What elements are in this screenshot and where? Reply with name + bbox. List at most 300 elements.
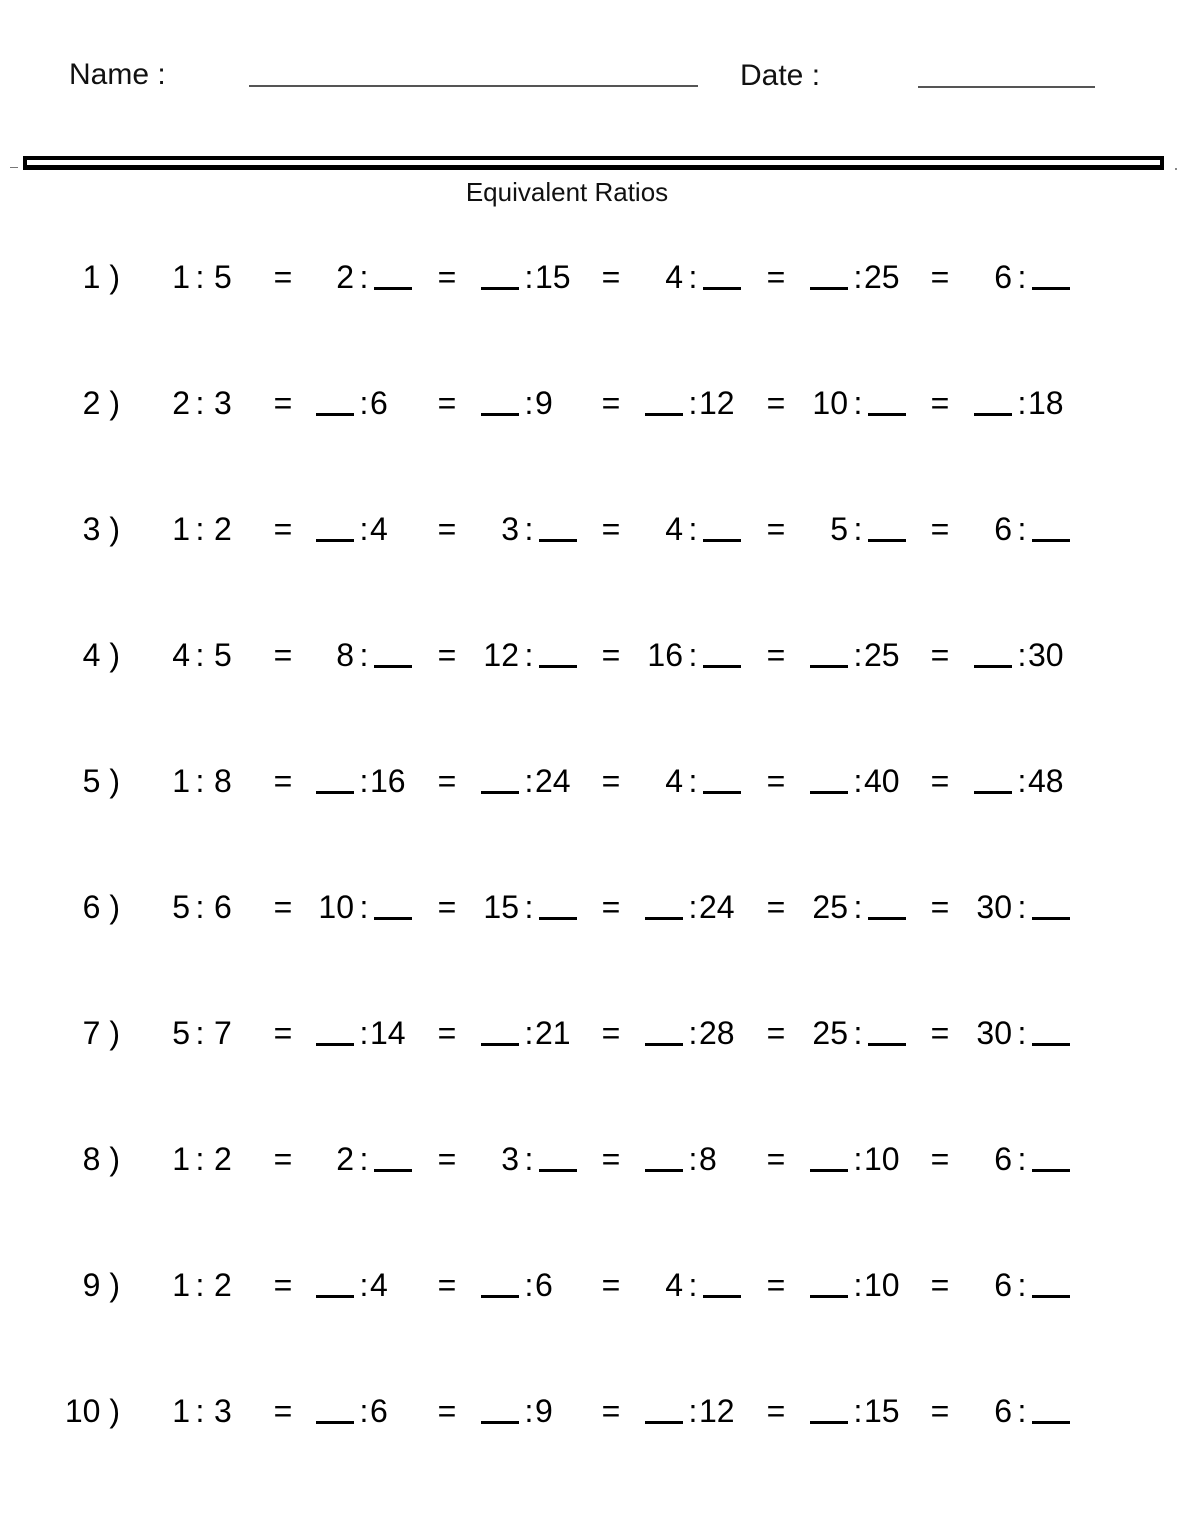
ratio-colon: : (524, 1393, 534, 1429)
ratio-colon: : (195, 511, 205, 547)
ratio-colon: : (359, 1267, 369, 1303)
ratio-colon: : (853, 1015, 863, 1051)
problem-row (0, 1391, 1187, 1431)
ratio-consequent: 6 (535, 1267, 553, 1303)
answer-blank[interactable] (788, 1139, 848, 1179)
ratio-antecedent: 1 (172, 763, 190, 799)
equals-sign: = (601, 1141, 621, 1177)
ratio-consequent: 7 (214, 1015, 232, 1051)
answer-blank[interactable] (952, 761, 1012, 801)
answer-blank-line[interactable] (1032, 1043, 1070, 1046)
equals-sign: = (437, 511, 457, 547)
ratio-colon: : (524, 385, 534, 421)
ratio-antecedent: 2 (172, 385, 190, 421)
equals-sign: = (437, 1393, 457, 1429)
ratio-consequent: 21 (535, 1015, 571, 1051)
ratio-antecedent: 8 (336, 637, 354, 673)
answer-blank-line[interactable] (1032, 1421, 1070, 1424)
answer-blank-line[interactable] (374, 665, 412, 668)
ratio-consequent: 3 (214, 1393, 232, 1429)
equals-sign: = (273, 1141, 293, 1177)
answer-blank[interactable] (952, 635, 1012, 675)
ratio-colon: : (359, 763, 369, 799)
ratio-consequent: 6 (370, 385, 388, 421)
problem-number: 10 ) (64, 1393, 120, 1429)
answer-blank[interactable] (374, 887, 434, 927)
answer-blank-line[interactable] (645, 917, 683, 920)
equals-sign: = (766, 385, 786, 421)
equals-sign: = (437, 1267, 457, 1303)
problem-row (0, 1013, 1187, 1053)
answer-blank[interactable] (788, 257, 848, 297)
answer-blank-line[interactable] (645, 1043, 683, 1046)
ratio-colon: : (359, 889, 369, 925)
answer-blank[interactable] (294, 1265, 354, 1305)
answer-blank[interactable] (1032, 1013, 1092, 1053)
answer-blank-line[interactable] (810, 287, 848, 290)
answer-blank[interactable] (623, 1391, 683, 1431)
answer-blank[interactable] (294, 509, 354, 549)
equals-sign: = (273, 763, 293, 799)
ratio-colon: : (853, 511, 863, 547)
equals-sign: = (766, 1141, 786, 1177)
ratio-colon: : (688, 259, 698, 295)
answer-blank[interactable] (1032, 1139, 1092, 1179)
answer-blank[interactable] (703, 761, 763, 801)
ratio-consequent: 18 (1028, 385, 1064, 421)
answer-blank-line[interactable] (703, 1295, 741, 1298)
answer-blank[interactable] (868, 1013, 928, 1053)
answer-blank-line[interactable] (645, 413, 683, 416)
ratio-colon: : (853, 1267, 863, 1303)
equals-sign: = (601, 1015, 621, 1051)
ratio-colon: : (359, 1015, 369, 1051)
ratio-colon: : (359, 511, 369, 547)
answer-blank[interactable] (623, 1013, 683, 1053)
problem-number: 7 ) (82, 1015, 120, 1051)
ratio-antecedent: 4 (665, 511, 683, 547)
ratio-consequent: 6 (370, 1393, 388, 1429)
answer-blank-line[interactable] (1032, 539, 1070, 542)
problem-number: 5 ) (82, 763, 120, 799)
answer-blank[interactable] (459, 1013, 519, 1053)
answer-blank[interactable] (623, 1139, 683, 1179)
answer-blank-line[interactable] (481, 413, 519, 416)
ratio-antecedent: 25 (812, 889, 848, 925)
equals-sign: = (601, 637, 621, 673)
ratio-colon: : (853, 1393, 863, 1429)
ratio-consequent: 4 (370, 1267, 388, 1303)
equals-sign: = (601, 511, 621, 547)
answer-blank[interactable] (703, 509, 763, 549)
name-label: Name : (69, 58, 166, 91)
ratio-antecedent: 30 (976, 1015, 1012, 1051)
equals-sign: = (273, 1267, 293, 1303)
answer-blank-line[interactable] (703, 665, 741, 668)
answer-blank[interactable] (1032, 509, 1092, 549)
answer-blank-line[interactable] (374, 1169, 412, 1172)
answer-blank[interactable] (788, 1391, 848, 1431)
equals-sign: = (437, 259, 457, 295)
ratio-antecedent: 5 (830, 511, 848, 547)
answer-blank[interactable] (459, 383, 519, 423)
answer-blank[interactable] (868, 887, 928, 927)
ratio-colon: : (1017, 1393, 1027, 1429)
problem-number: 2 ) (82, 385, 120, 421)
ratio-colon: : (524, 763, 534, 799)
answer-blank-line[interactable] (316, 413, 354, 416)
problem-number: 6 ) (82, 889, 120, 925)
equals-sign: = (766, 259, 786, 295)
ratio-colon: : (688, 889, 698, 925)
answer-blank-line[interactable] (868, 1043, 906, 1046)
ratio-consequent: 2 (214, 511, 232, 547)
answer-blank[interactable] (1032, 887, 1092, 927)
answer-blank-line[interactable] (645, 1421, 683, 1424)
ratio-antecedent: 6 (994, 259, 1012, 295)
ratio-antecedent: 25 (812, 1015, 848, 1051)
problem-row (0, 761, 1187, 801)
ratio-consequent: 15 (864, 1393, 900, 1429)
ratio-antecedent: 6 (994, 1141, 1012, 1177)
ratio-antecedent: 1 (172, 511, 190, 547)
ratio-colon: : (524, 1141, 534, 1177)
answer-blank[interactable] (1032, 1391, 1092, 1431)
ratio-colon: : (688, 385, 698, 421)
ratio-colon: : (853, 763, 863, 799)
answer-blank[interactable] (703, 1265, 763, 1305)
answer-blank[interactable] (703, 257, 763, 297)
equals-sign: = (930, 1141, 950, 1177)
ratio-consequent: 28 (699, 1015, 735, 1051)
problem-row (0, 383, 1187, 423)
ratio-colon: : (524, 637, 534, 673)
ratio-consequent: 4 (370, 511, 388, 547)
equals-sign: = (930, 637, 950, 673)
equals-sign: = (273, 1393, 293, 1429)
ratio-antecedent: 2 (336, 1141, 354, 1177)
answer-blank-line[interactable] (539, 1169, 577, 1172)
answer-blank-line[interactable] (374, 917, 412, 920)
ratio-colon: : (195, 259, 205, 295)
ratio-colon: : (688, 1393, 698, 1429)
equals-sign: = (601, 1267, 621, 1303)
ratio-antecedent: 6 (994, 1393, 1012, 1429)
problem-row (0, 635, 1187, 675)
ratio-antecedent: 1 (172, 1393, 190, 1429)
ratio-consequent: 24 (535, 763, 571, 799)
ratio-consequent: 25 (864, 259, 900, 295)
ratio-colon: : (195, 1267, 205, 1303)
ratio-consequent: 12 (699, 385, 735, 421)
ratio-antecedent: 1 (172, 1267, 190, 1303)
problem-number: 9 ) (82, 1267, 120, 1303)
ratio-colon: : (1017, 889, 1027, 925)
answer-blank-line[interactable] (316, 1295, 354, 1298)
ratio-colon: : (524, 889, 534, 925)
answer-blank-line[interactable] (539, 917, 577, 920)
ratio-consequent: 12 (699, 1393, 735, 1429)
ratio-consequent: 8 (214, 763, 232, 799)
equals-sign: = (930, 385, 950, 421)
ratio-antecedent: 4 (172, 637, 190, 673)
answer-blank[interactable] (788, 761, 848, 801)
ratio-colon: : (688, 511, 698, 547)
answer-blank[interactable] (459, 1265, 519, 1305)
ratio-colon: : (195, 889, 205, 925)
answer-blank-line[interactable] (810, 1421, 848, 1424)
answer-blank-line[interactable] (810, 1295, 848, 1298)
equals-sign: = (273, 259, 293, 295)
ratio-antecedent: 6 (994, 511, 1012, 547)
equals-sign: = (930, 259, 950, 295)
ratio-colon: : (688, 1267, 698, 1303)
ratio-consequent: 9 (535, 385, 553, 421)
answer-blank[interactable] (952, 383, 1012, 423)
ratio-colon: : (524, 1015, 534, 1051)
answer-blank-line[interactable] (868, 917, 906, 920)
equals-sign: = (601, 763, 621, 799)
equals-sign: = (930, 763, 950, 799)
equals-sign: = (930, 889, 950, 925)
ratio-colon: : (1017, 259, 1027, 295)
equals-sign: = (766, 1015, 786, 1051)
answer-blank[interactable] (294, 1391, 354, 1431)
ratio-consequent: 48 (1028, 763, 1064, 799)
problem-number: 1 ) (82, 259, 120, 295)
equals-sign: = (273, 1015, 293, 1051)
equals-sign: = (601, 889, 621, 925)
equals-sign: = (766, 763, 786, 799)
ratio-consequent: 15 (535, 259, 571, 295)
problem-row (0, 887, 1187, 927)
equals-sign: = (766, 1267, 786, 1303)
ratio-colon: : (853, 1141, 863, 1177)
answer-blank-line[interactable] (374, 287, 412, 290)
ratio-colon: : (1017, 1141, 1027, 1177)
ratio-colon: : (359, 259, 369, 295)
equals-sign: = (930, 1393, 950, 1429)
answer-blank-line[interactable] (1032, 287, 1070, 290)
ratio-antecedent: 1 (172, 1141, 190, 1177)
ratio-antecedent: 15 (483, 889, 519, 925)
equals-sign: = (273, 385, 293, 421)
answer-blank-line[interactable] (703, 791, 741, 794)
ratio-colon: : (359, 1393, 369, 1429)
ratio-colon: : (1017, 385, 1027, 421)
ratio-colon: : (853, 385, 863, 421)
problem-row (0, 257, 1187, 297)
equals-sign: = (766, 1393, 786, 1429)
answer-blank-line[interactable] (810, 791, 848, 794)
answer-blank-line[interactable] (1032, 917, 1070, 920)
problem-number: 3 ) (82, 511, 120, 547)
equals-sign: = (273, 637, 293, 673)
ratio-antecedent: 10 (318, 889, 354, 925)
ratio-colon: : (1017, 1267, 1027, 1303)
answer-blank-line[interactable] (703, 287, 741, 290)
problem-row (0, 509, 1187, 549)
answer-blank-line[interactable] (316, 1043, 354, 1046)
answer-blank-line[interactable] (974, 665, 1012, 668)
equals-sign: = (766, 637, 786, 673)
answer-blank[interactable] (294, 1013, 354, 1053)
problem-number: 4 ) (82, 637, 120, 673)
answer-blank-line[interactable] (316, 539, 354, 542)
ratio-colon: : (853, 889, 863, 925)
ratio-antecedent: 5 (172, 1015, 190, 1051)
ratio-colon: : (195, 1393, 205, 1429)
ratio-colon: : (1017, 637, 1027, 673)
ratio-consequent: 3 (214, 385, 232, 421)
equals-sign: = (930, 511, 950, 547)
equals-sign: = (766, 511, 786, 547)
answer-blank-line[interactable] (810, 665, 848, 668)
answer-blank-line[interactable] (810, 1169, 848, 1172)
ratio-consequent: 10 (864, 1267, 900, 1303)
worksheet-title: Equivalent Ratios (465, 177, 669, 207)
answer-blank-line[interactable] (316, 791, 354, 794)
equals-sign: = (273, 511, 293, 547)
ratio-antecedent: 5 (172, 889, 190, 925)
ratio-consequent: 16 (370, 763, 406, 799)
answer-blank-line[interactable] (481, 791, 519, 794)
answer-blank-line[interactable] (703, 539, 741, 542)
ratio-colon: : (1017, 763, 1027, 799)
problem-row (0, 1265, 1187, 1305)
equals-sign: = (930, 1267, 950, 1303)
ratio-consequent: 40 (864, 763, 900, 799)
ratio-antecedent: 2 (336, 259, 354, 295)
ratio-colon: : (1017, 1015, 1027, 1051)
ratio-antecedent: 4 (665, 1267, 683, 1303)
equals-sign: = (601, 259, 621, 295)
ratio-consequent: 25 (864, 637, 900, 673)
ratio-colon: : (195, 385, 205, 421)
ratio-antecedent: 3 (501, 511, 519, 547)
ratio-colon: : (524, 511, 534, 547)
answer-blank[interactable] (539, 887, 599, 927)
ratio-antecedent: 4 (665, 763, 683, 799)
ratio-colon: : (195, 1015, 205, 1051)
ratio-colon: : (688, 1015, 698, 1051)
problem-row (0, 1139, 1187, 1179)
answer-blank[interactable] (703, 635, 763, 675)
answer-blank[interactable] (1032, 1265, 1092, 1305)
answer-blank[interactable] (459, 257, 519, 297)
ratio-antecedent: 16 (647, 637, 683, 673)
ratio-colon: : (524, 1267, 534, 1303)
ratio-consequent: 30 (1028, 637, 1064, 673)
equals-sign: = (437, 889, 457, 925)
equals-sign: = (766, 889, 786, 925)
equals-sign: = (437, 1015, 457, 1051)
answer-blank-line[interactable] (539, 539, 577, 542)
answer-blank-line[interactable] (974, 413, 1012, 416)
ratio-consequent: 5 (214, 259, 232, 295)
answer-blank-line[interactable] (868, 413, 906, 416)
answer-blank[interactable] (539, 635, 599, 675)
ratio-consequent: 5 (214, 637, 232, 673)
answer-blank[interactable] (459, 1391, 519, 1431)
date-label: Date : (740, 59, 821, 92)
ratio-antecedent: 10 (812, 385, 848, 421)
ratio-consequent: 10 (864, 1141, 900, 1177)
answer-blank-line[interactable] (481, 1043, 519, 1046)
ratio-colon: : (688, 763, 698, 799)
answer-blank-line[interactable] (645, 1169, 683, 1172)
answer-blank[interactable] (374, 257, 434, 297)
answer-blank[interactable] (539, 509, 599, 549)
answer-blank[interactable] (294, 383, 354, 423)
answer-blank-line[interactable] (974, 791, 1012, 794)
equals-sign: = (601, 385, 621, 421)
answer-blank[interactable] (623, 383, 683, 423)
equals-sign: = (437, 763, 457, 799)
answer-blank[interactable] (1032, 257, 1092, 297)
ratio-colon: : (853, 259, 863, 295)
answer-blank-line[interactable] (1032, 1295, 1070, 1298)
ratio-colon: : (688, 637, 698, 673)
answer-blank-line[interactable] (316, 1421, 354, 1424)
answer-blank-line[interactable] (868, 539, 906, 542)
equals-sign: = (437, 1141, 457, 1177)
answer-blank-line[interactable] (539, 665, 577, 668)
answer-blank[interactable] (868, 383, 928, 423)
ratio-colon: : (524, 259, 534, 295)
answer-blank[interactable] (539, 1139, 599, 1179)
ratio-consequent: 2 (214, 1267, 232, 1303)
ratio-colon: : (1017, 511, 1027, 547)
ratio-antecedent: 1 (172, 259, 190, 295)
answer-blank[interactable] (623, 887, 683, 927)
answer-blank-line[interactable] (481, 1421, 519, 1424)
equals-sign: = (601, 1393, 621, 1429)
ratio-antecedent: 6 (994, 1267, 1012, 1303)
answer-blank[interactable] (294, 761, 354, 801)
ratio-consequent: 14 (370, 1015, 406, 1051)
ratio-colon: : (359, 385, 369, 421)
equals-sign: = (273, 889, 293, 925)
ratio-colon: : (688, 1141, 698, 1177)
ratio-antecedent: 12 (483, 637, 519, 673)
ratio-colon: : (195, 637, 205, 673)
answer-blank[interactable] (868, 509, 928, 549)
answer-blank[interactable] (374, 1139, 434, 1179)
answer-blank[interactable] (788, 1265, 848, 1305)
answer-blank-line[interactable] (481, 1295, 519, 1298)
answer-blank[interactable] (788, 635, 848, 675)
answer-blank-line[interactable] (481, 287, 519, 290)
answer-blank-line[interactable] (1032, 1169, 1070, 1172)
ratio-consequent: 2 (214, 1141, 232, 1177)
problem-number: 8 ) (82, 1141, 120, 1177)
answer-blank[interactable] (459, 761, 519, 801)
ratio-consequent: 24 (699, 889, 735, 925)
ratio-colon: : (195, 1141, 205, 1177)
answer-blank[interactable] (374, 635, 434, 675)
ratio-colon: : (853, 637, 863, 673)
ratio-colon: : (195, 763, 205, 799)
ratio-colon: : (359, 1141, 369, 1177)
ratio-antecedent: 4 (665, 259, 683, 295)
equals-sign: = (930, 1015, 950, 1051)
ratio-antecedent: 30 (976, 889, 1012, 925)
ratio-consequent: 9 (535, 1393, 553, 1429)
ratio-colon: : (359, 637, 369, 673)
ratio-antecedent: 3 (501, 1141, 519, 1177)
equals-sign: = (437, 637, 457, 673)
